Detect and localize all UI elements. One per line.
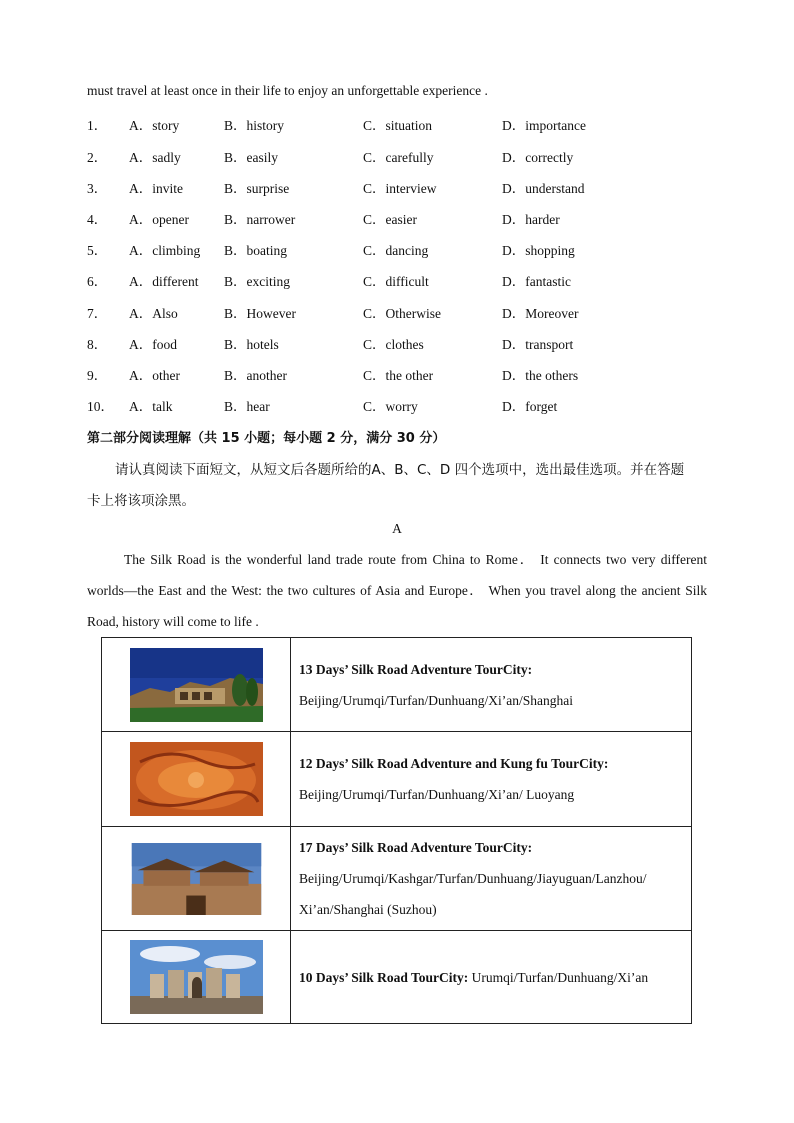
option-a: A．different bbox=[129, 274, 199, 289]
question-number: 10． bbox=[87, 399, 114, 414]
question-number: 7． bbox=[87, 306, 108, 321]
option-c: C．situation bbox=[363, 118, 433, 133]
option-d: D．shopping bbox=[502, 243, 575, 258]
passage-label: A bbox=[392, 521, 402, 536]
tour-row bbox=[102, 827, 692, 931]
tour-title: 17 Days’ Silk Road Adventure TourCity: bbox=[299, 840, 533, 855]
passage-text: The Silk Road is the wonderful land trade route from China to Rome． It connects two very different worlds—the East and the West: the two cultures of Asia and Europe． When you travel along the ancient Silk Road, history will come to life . bbox=[87, 552, 707, 629]
option-a: A．climbing bbox=[129, 243, 201, 258]
option-c: C．difficult bbox=[363, 274, 429, 289]
option-d: D．correctly bbox=[502, 150, 574, 165]
option-c: C．the other bbox=[363, 368, 434, 383]
option-b: B．hotels bbox=[224, 337, 279, 352]
tour-info-cell bbox=[291, 732, 692, 827]
option-a: A．food bbox=[129, 337, 177, 352]
question-number: 1． bbox=[87, 118, 108, 133]
tour-table bbox=[101, 637, 692, 1024]
tour-title: 13 Days’ Silk Road Adventure TourCity: bbox=[299, 661, 533, 677]
question-number: 8． bbox=[87, 337, 108, 352]
option-a: A．talk bbox=[129, 399, 173, 414]
option-d: D．importance bbox=[502, 118, 586, 133]
tour-cities: Beijing/Urumqi/Turfan/Dunhuang/Xi’an/Shanghai bbox=[299, 692, 573, 708]
section-instructions-line1: 请认真阅读下面短文，从短文后各题所给的A、B、C、D 四个选项中，选出最佳选项。并在答题 bbox=[115, 462, 685, 478]
section-instructions-line2: 卡上将该项涂黑。 bbox=[87, 493, 195, 509]
option-b: B．However bbox=[224, 306, 296, 321]
option-d: D．forget bbox=[502, 399, 558, 414]
option-a: A．story bbox=[129, 118, 180, 133]
tour-cities: Beijing/Urumqi/Kashgar/Turfan/Dunhuang/Jiayuguan/Lanzhou/ bbox=[299, 871, 647, 886]
option-c: C．carefully bbox=[363, 150, 434, 165]
option-d: D．the others bbox=[502, 368, 579, 383]
ruins-photo-icon bbox=[130, 940, 263, 1014]
option-c: C．easier bbox=[363, 212, 417, 227]
option-b: B．narrower bbox=[224, 212, 296, 227]
option-c: C．dancing bbox=[363, 243, 429, 258]
tour-info-cell bbox=[291, 638, 692, 732]
question-number: 2． bbox=[87, 150, 108, 165]
option-c: C．Otherwise bbox=[363, 306, 441, 321]
option-c: C．worry bbox=[363, 399, 418, 414]
tour-row bbox=[102, 732, 692, 827]
tour-image-cell bbox=[102, 827, 291, 931]
option-b: B．history bbox=[224, 118, 285, 133]
option-b: B．boating bbox=[224, 243, 287, 258]
option-b: B．easily bbox=[224, 150, 278, 165]
option-b: B．exciting bbox=[224, 274, 290, 289]
option-c: C．interview bbox=[363, 181, 437, 196]
question-number: 6． bbox=[87, 274, 108, 289]
tour-info-cell bbox=[291, 931, 692, 1024]
fortress-photo-icon bbox=[130, 843, 263, 915]
question-row bbox=[87, 146, 707, 166]
option-a: A．Also bbox=[129, 306, 178, 321]
option-d: D．fantastic bbox=[502, 274, 571, 289]
tour-row bbox=[102, 931, 692, 1024]
option-d: D．transport bbox=[502, 337, 574, 352]
option-d: D．Moreover bbox=[502, 306, 579, 321]
question-row bbox=[87, 177, 707, 197]
option-b: B．hear bbox=[224, 399, 270, 414]
option-a: A．opener bbox=[129, 212, 189, 227]
tour-title: 10 Days’ Silk Road TourCity: bbox=[299, 969, 469, 985]
tour-cities-continued: Xi’an/Shanghai (Suzhou) bbox=[299, 902, 437, 917]
option-a: A．invite bbox=[129, 181, 183, 196]
tour-image-cell bbox=[102, 732, 291, 827]
tour-title: 12 Days’ Silk Road Adventure and Kung fu TourCity: bbox=[299, 756, 609, 771]
question-number: 3． bbox=[87, 181, 108, 196]
option-b: B．surprise bbox=[224, 181, 290, 196]
fresco-photo-icon bbox=[130, 742, 263, 816]
tour-cities: Urumqi/Turfan/Dunhuang/Xi’an bbox=[471, 969, 649, 985]
question-number: 4． bbox=[87, 212, 108, 227]
tour-cities: Beijing/Urumqi/Turfan/Dunhuang/Xi’an/ Luoyang bbox=[299, 787, 575, 802]
tour-image-cell bbox=[102, 638, 291, 732]
question-number: 9． bbox=[87, 368, 108, 383]
option-c: C．clothes bbox=[363, 337, 424, 352]
question-row bbox=[87, 114, 707, 134]
option-d: D．understand bbox=[502, 181, 585, 196]
question-row bbox=[87, 239, 707, 259]
question-row bbox=[87, 208, 707, 228]
question-row bbox=[87, 364, 707, 384]
option-b: B．another bbox=[224, 368, 287, 383]
tour-row bbox=[102, 638, 692, 732]
tour-image-cell bbox=[102, 931, 291, 1024]
option-a: A．other bbox=[129, 368, 180, 383]
tour-info-cell bbox=[291, 827, 692, 931]
question-number: 5． bbox=[87, 243, 108, 258]
option-a: A．sadly bbox=[129, 150, 181, 165]
option-d: D．harder bbox=[502, 212, 560, 227]
grottoes-photo-icon bbox=[130, 648, 263, 722]
question-row bbox=[87, 302, 707, 322]
question-row bbox=[87, 333, 707, 353]
question-row bbox=[87, 270, 707, 290]
section-heading: 第二部分阅读理解（共 15 小题；每小题 2 分，满分 30 分） bbox=[87, 431, 446, 446]
question-row bbox=[87, 395, 707, 415]
intro-line: must travel at least once in their life to enjoy an unforgettable experience . bbox=[87, 83, 488, 98]
